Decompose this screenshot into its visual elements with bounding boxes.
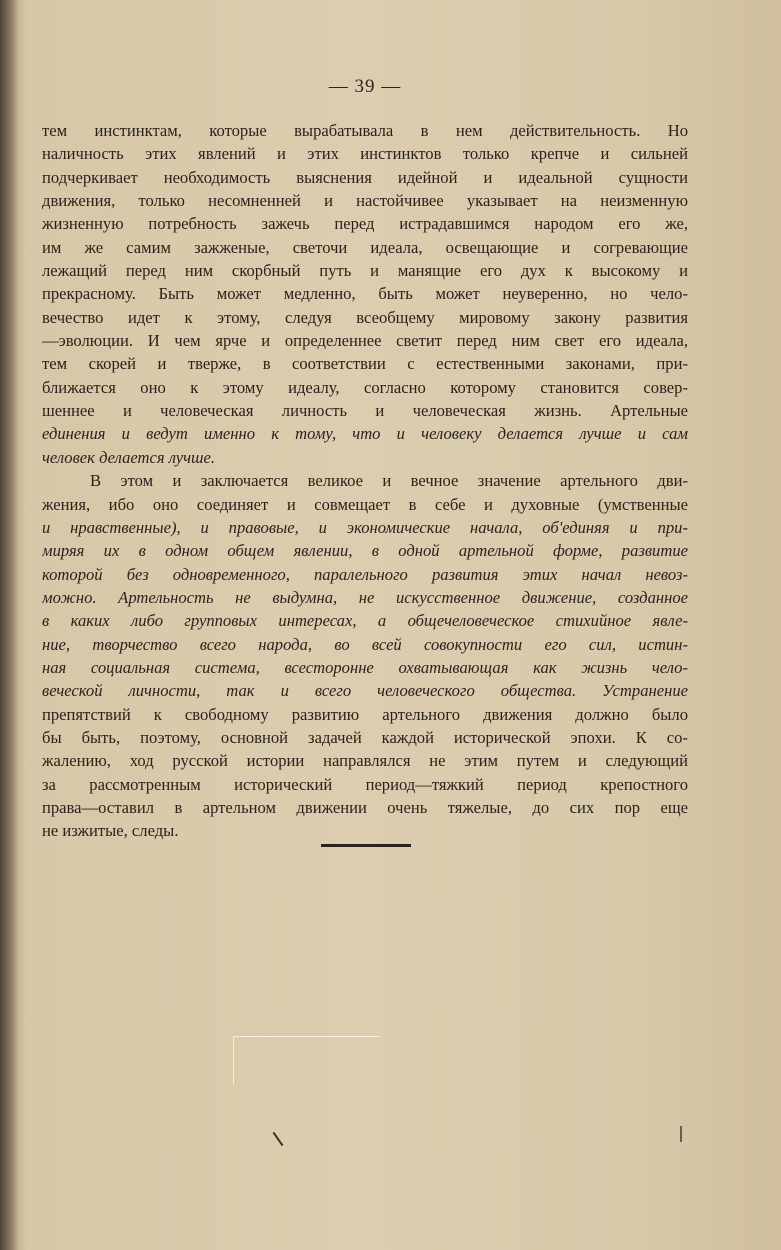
- text-line: миряя их в одном общем явлении, в одной артельной форме, развитие: [42, 541, 688, 561]
- text-line: движения, только несомненней и настойчивее указывает на неизменную: [42, 191, 688, 211]
- text-line: за рассмотренным исторический период—тяжкий период крепостного: [42, 774, 688, 794]
- ink-mark: [680, 1126, 682, 1142]
- text-line: которой без одновременного, паралельного развития этих начал невоз-: [42, 564, 688, 584]
- text-line: в каких либо групповых интересах, а общечеловеческое стихийное явле-: [42, 611, 688, 631]
- text-line: ние, творчество всего народа, во всей совокупности его сил, истин-: [42, 634, 688, 654]
- text-line: человек делается лучше.: [42, 447, 216, 467]
- text-line: —эволюции. И чем ярче и определеннее светит перед ним свет его идеала,: [42, 331, 688, 351]
- paper-blemish: [233, 1036, 380, 1085]
- text-line: подчеркивает необходимость выяснения идейной и идеальной сущности: [42, 167, 688, 187]
- text-line: вечество идет к этому, следуя всеобщему мировому закону развития: [42, 307, 688, 327]
- text-line: тем скорей и тверже, в соответствии с естественными законами, при-: [42, 354, 688, 374]
- text-line: им же самим зажженые, светочи идеала, освещающие и согревающие: [42, 237, 688, 257]
- section-end-rule: [321, 844, 411, 847]
- ink-mark: [273, 1132, 284, 1146]
- text-line: веческой личности, так и всего человеческого общества. Устранение: [42, 681, 688, 701]
- body-text: [42, 119, 688, 843]
- page-spine-shadow: [0, 0, 18, 1250]
- text-line: препятствий к свободному развитию артельного движения должно было: [42, 704, 688, 724]
- text-line: В этом и заключается великое и вечное значение артельного дви-: [90, 471, 688, 491]
- text-line: ная социальная система, всесторонне охватывающая как жизнь чело-: [42, 657, 688, 677]
- text-line: наличность этих явлений и этих инстинктов только крепче и сильней: [42, 144, 688, 164]
- text-line: единения и ведут именно к тому, что и человеку делается лучше и сам: [42, 424, 688, 444]
- page-number: — 39 —: [328, 76, 402, 97]
- text-line: и нравственные), и правовые, и экономические начала, об'единяя и при-: [42, 517, 688, 537]
- text-line: прекрасному. Быть может медленно, быть может неуверенно, но чело-: [42, 284, 688, 304]
- text-line: тем инстинктам, которые вырабатывала в нем действительность. Но: [42, 121, 688, 140]
- text-line: права—оставил в артельном движении очень тяжелые, до сих пор еще: [42, 797, 688, 817]
- text-line: жалению, ход русской истории направлялся не этим путем и следующий: [42, 751, 688, 771]
- text-line: лежащий перед ним скорбный путь и манящие его дух к высокому и: [42, 261, 688, 281]
- text-line: бы быть, поэтому, основной задачей каждой исторической эпохи. К со-: [42, 727, 688, 747]
- text-line: шеннее и человеческая личность и человеческая жизнь. Артельные: [42, 401, 688, 421]
- text-line: ближается оно к этому идеалу, согласно которому становится совер-: [42, 377, 688, 397]
- text-line: можно. Артельность не выдумна, не искусственное движение, созданное: [42, 587, 688, 607]
- text-line: не изжитые, следы.: [42, 821, 179, 841]
- text-line: жизненную потребность зажечь перед истрадавшимся народом его же,: [42, 214, 688, 234]
- text-line: жения, ибо оно соединяет и совмещает в себе и духовные (умственные: [42, 494, 688, 514]
